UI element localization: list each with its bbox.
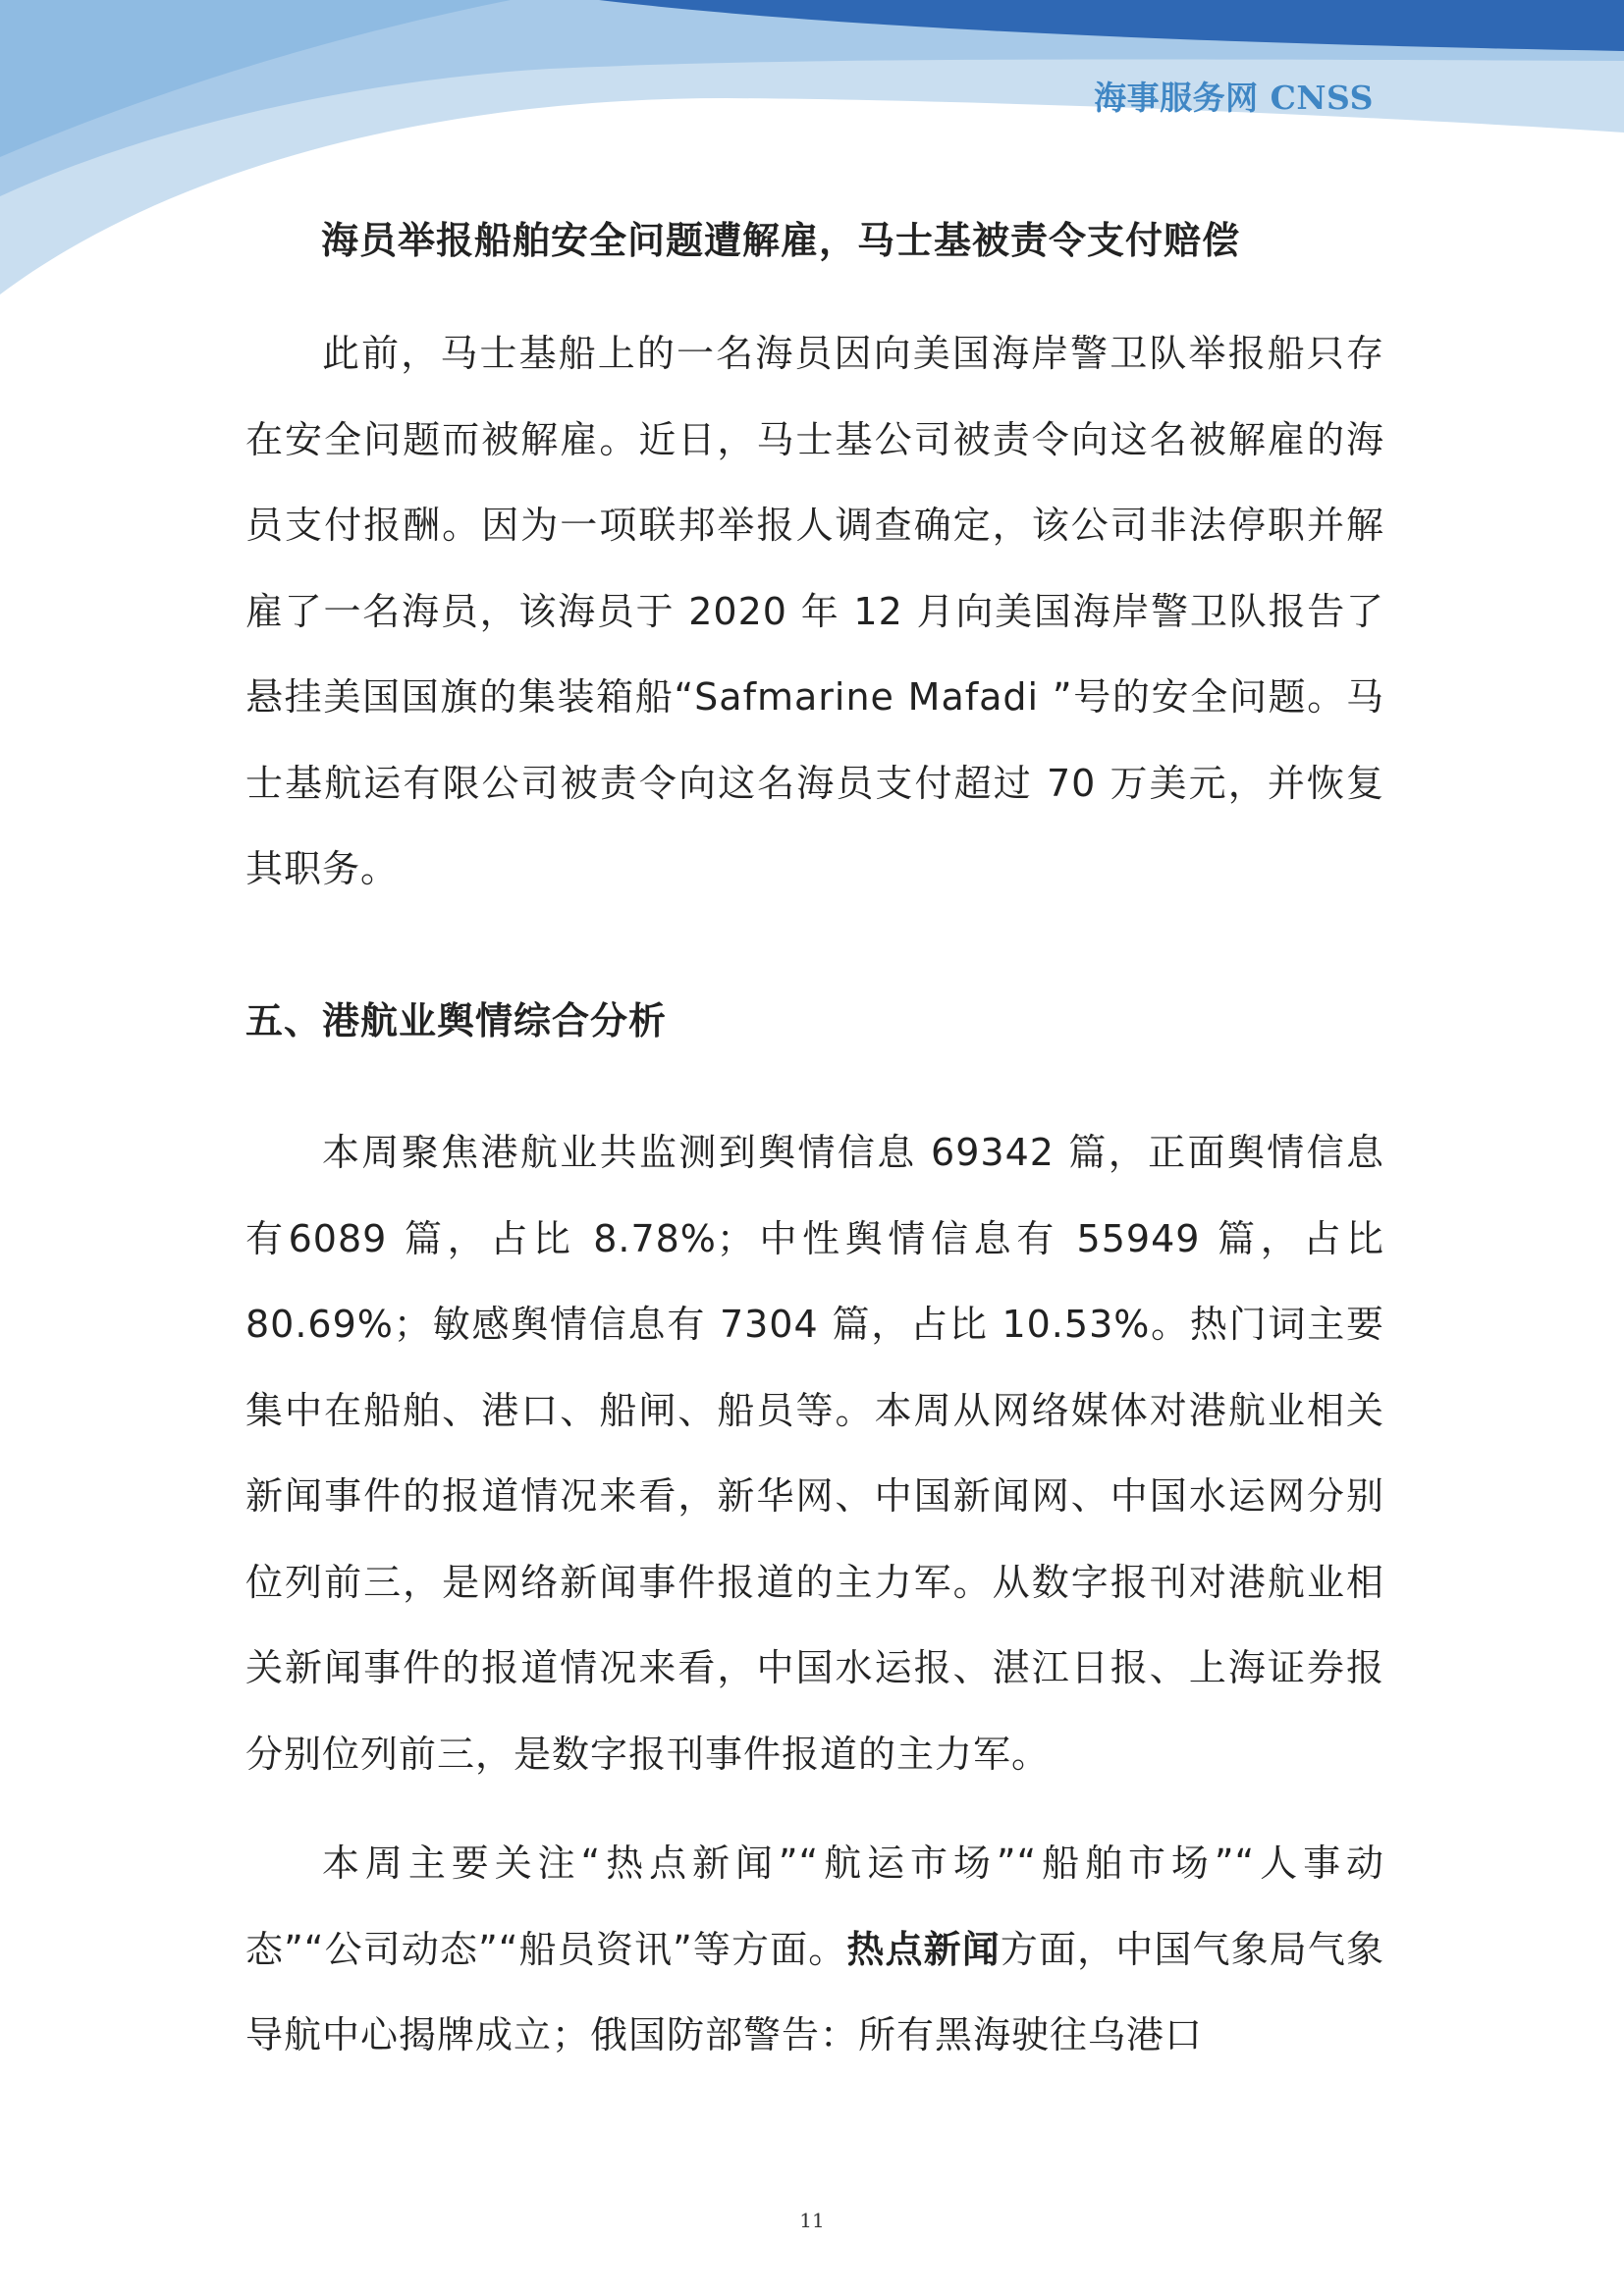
article-title: 海员举报船舶安全问题遭解雇，马士基被责令支付赔偿: [321, 219, 1241, 262]
page-number: 11: [799, 2209, 825, 2232]
brand-label: 海事服务网 CNSS: [1094, 79, 1374, 117]
section-paragraph-1: 本周聚焦港航业共监测到舆情信息 69342 篇，正面舆情信息有6089 篇，占比 8.78%；中性舆情信息有 55949 篇，占比 80.69%；敏感舆情信息有 7304 篇，占比 10.53%。热门词主要集中在船舶、港口、船闸、船员等。本周从网络媒体对港航业相关新闻事件的报道情况来看，新华网、中国新闻网、中国水运网分别位列前三，是网络新闻事件报道的主力军。从数字报刊对港航业相关新闻事件的报道情况来看，中国水运报、湛江日报、上海证券报分别位列前三，是数字报刊事件报道的主力军。: [245, 1131, 1384, 1776]
paragraph-2-bold-term: 热点新闻: [846, 1927, 1001, 1971]
section-heading: 五、港航业舆情综合分析: [245, 999, 668, 1042]
paragraph-2-intro: 本周主要关注“热点新闻”“航运市场”“船舶市场”“人事动态”“公司动态”“船员资讯”等方面。: [245, 1842, 1384, 1971]
section-paragraph-2: [245, 1821, 1384, 2079]
article-paragraph: 此前，马士基船上的一名海员因向美国海岸警卫队举报船只存在安全问题而被解雇。近日，马士基公司被责令向这名被解雇的海员支付报酬。因为一项联邦举报人调查确定，该公司非法停职并解雇了一名海员，该海员于 2020 年 12 月向美国海岸警卫队报告了悬挂美国国旗的集装箱船“Safmarine Mafadi ”号的安全问题。马士基航运有限公司被责令向这名海员支付超过 70 万美元，并恢复其职务。: [245, 332, 1384, 890]
paragraph-2-rest: 方面，中国气象局气象导航中心揭牌成立；俄国防部警告：所有黑海驶往乌港口: [245, 1927, 1384, 2056]
